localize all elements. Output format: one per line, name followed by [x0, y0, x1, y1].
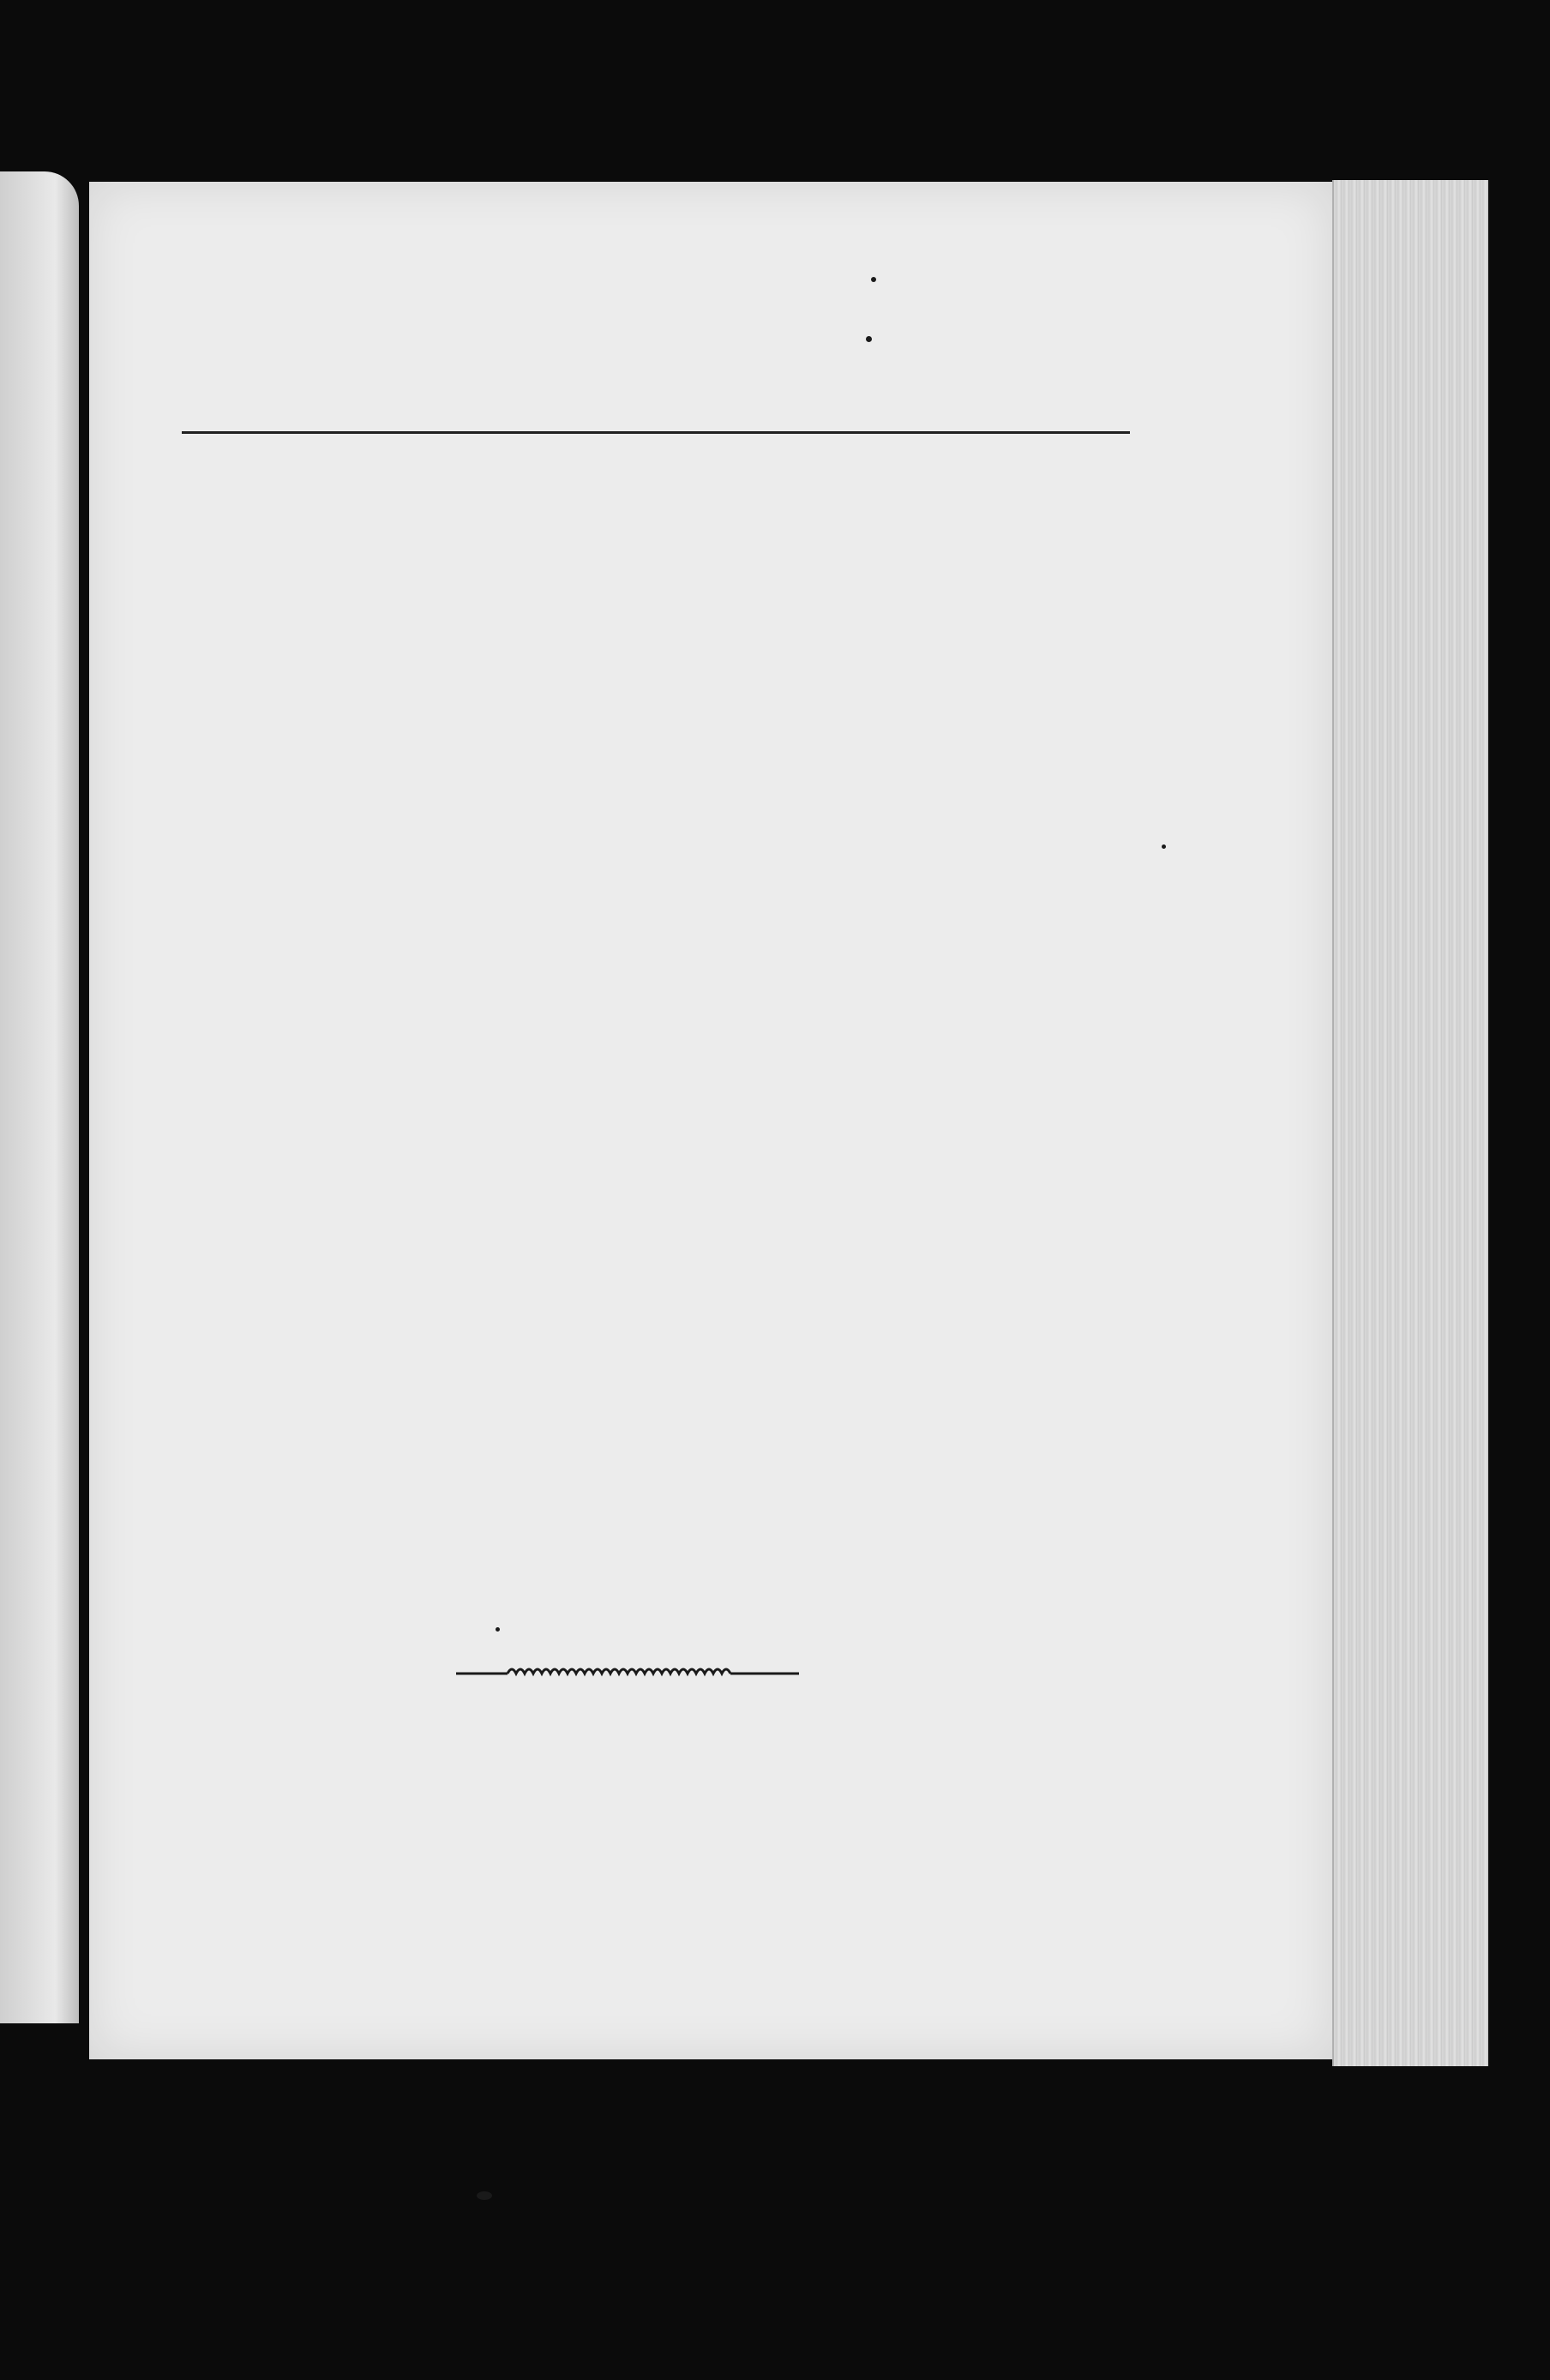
- speck: [477, 2191, 492, 2200]
- page-stack-edges: [1332, 180, 1488, 2066]
- running-head: [182, 364, 1130, 415]
- facing-page-edge: [0, 171, 79, 2023]
- speck: [871, 277, 876, 282]
- speck: [1162, 844, 1166, 849]
- wavy-ornament: [456, 1658, 799, 1684]
- speck: [496, 1627, 500, 1632]
- author-signature: [180, 1521, 1123, 1566]
- epigraph-quote: [161, 1768, 1113, 1771]
- header-rule: [182, 431, 1130, 434]
- book-page: [89, 182, 1332, 2059]
- speck: [866, 336, 872, 342]
